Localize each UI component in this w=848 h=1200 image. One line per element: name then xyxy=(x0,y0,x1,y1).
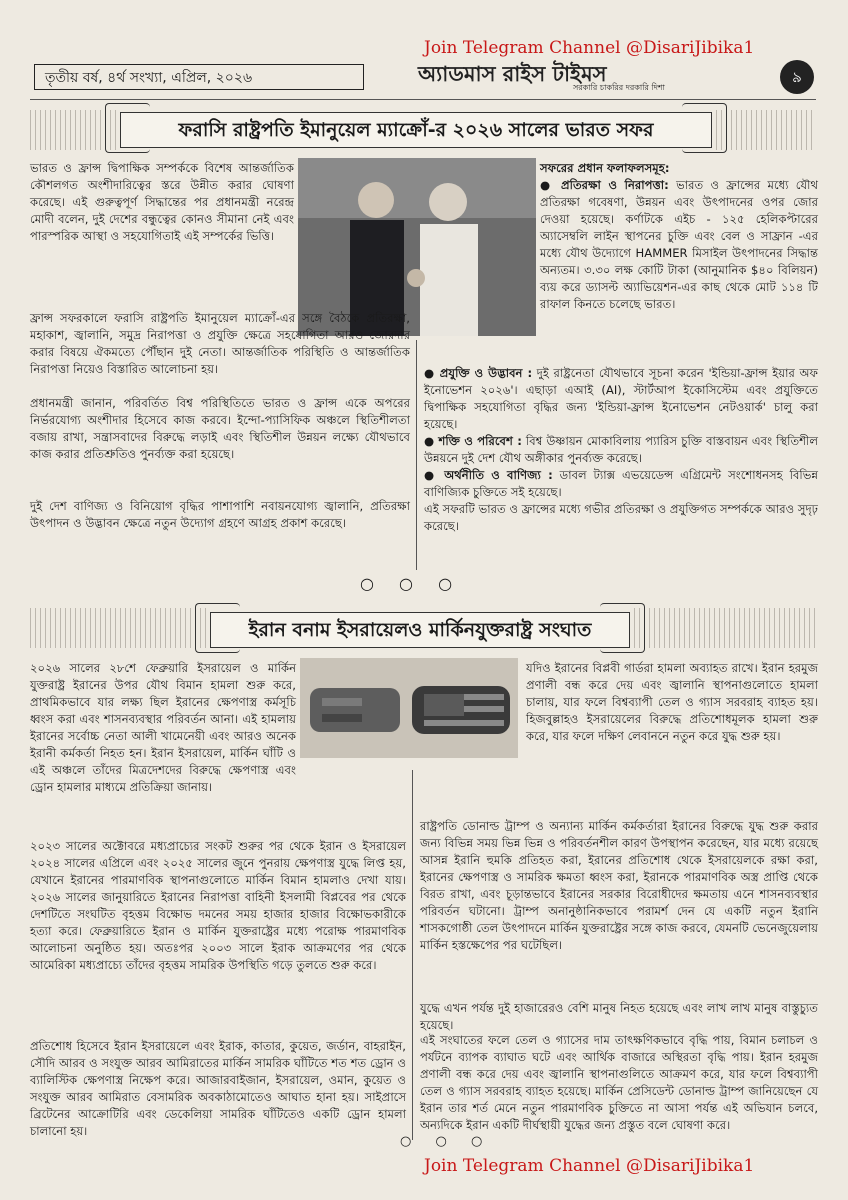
iran-left-p1: ২০২৬ সালের ২৮শে ফেব্রুয়ারি ইসরায়েল ও মার্কিন যুক্তরাষ্ট্র ইরানের উপর যৌথ বিমান হামলা শুরু করে, প্রাথমিকভাবে যার লক্ষ্য ছিল ইরানের ক্ষেপণাস্ত্র কর্মসূচি ধ্বংস করা এবং শাসনব্যবস্থার পরিবর্তন আনা। এই হামলায় ইরানের সর্বোচ্চ নেতা আলী খামেনেয়ী এবং আরও অনেক ইরানী কর্মকর্তা নিহত হন। ইরান ইসরায়েল, মার্কিন ঘাঁটি ও এই অঞ্চলে তাঁদের মিত্রদেশদের বিরুদ্ধে ক্ষেপণাস্ত্র এবং ড্রোন হামলার মাধ্যমে প্রতিক্রিয়া জানায়। xyxy=(30,661,296,794)
iran-right-p3: যুদ্ধে এখন পর্যন্ত দুই হাজারেরও বেশি মানুষ নিহত হয়েছে এবং লাখ লাখ মানুষ বাস্তুচ্যুত হয়েছে। xyxy=(420,1001,818,1032)
result-text-tech: দুই রাষ্ট্রনেতা যৌথভাবে সূচনা করেন 'ইন্ডিয়া-ফ্রান্স ইয়ার অফ ইনোভেশন ২০২৬'। এছাড়া এআই (AI), স্টার্টআপ ইকোসিস্টেম এবং প্রযুক্তিতে দ্বিপাক্ষিক সহযোগিতা বৃদ্ধির জন্য 'ইন্ডিয়া-ফ্রান্স ইনোভেশন নেটওয়ার্ক' চালু করা হয়েছে। xyxy=(424,366,818,431)
iran-right-p2: রাষ্ট্রপতি ডোনাল্ড ট্রাম্প ও অন্যান্য মার্কিন কর্মকর্তারা ইরানের বিরুদ্ধে যুদ্ধ শুরু করার জন্য বিভিন্ন সময় ভিন্ন ভিন্ন ও পরিবর্তনশীল কারণ উপস্থাপন করেছেন, যার মধ্যে রয়েছে আসন্ন ইরানি হুমকি প্রতিহত করা, ইরানের প্রতিশোধ থেকে ইসরায়েলকে রক্ষা করা, ইরানের ক্ষেপণাস্ত্র ও সামরিক ক্ষমতা ধ্বংস করা, ইরানকে পারমাণবিক অস্ত্র প্রাপ্তি থেকে বিরত রাখা, এবং চূড়ান্তভাবে ইরানের সরকার বিরোধীদের ক্ষমতায় এনে শাসনব্যবস্থার পরিবর্তন ঘটানো। ট্রাম্প অনানুষ্ঠানিকভাবে পরামর্শ দেন যে একটি নতুন ইরানি শাসকগোষ্ঠী তেল উৎপাদনে মার্কিন যুক্তরাষ্ট্রের সঙ্গে কাজ করবে, যেমনটি ভেনেজুয়েলায় মার্কিন হস্তক্ষেপের পর ঘটেছিল। xyxy=(420,819,818,952)
title-hatch-right xyxy=(716,110,816,150)
result-text-energy: বিশ্ব উষ্ণায়ন মোকাবিলায় প্যারিস চুক্তি বাস্তবায়ন এবং স্থিতিশীল উন্নয়নে দুই দেশ যৌথ অঙ্গীকার পুনর্ব্যক্ত করেছে। xyxy=(424,434,818,465)
macron-right-block-2 xyxy=(424,365,818,535)
title-hatch-left xyxy=(30,110,116,150)
result-text-economy: ডাবল ট্যাক্স এভয়েডেন্স এগ্রিমেন্ট সংশোধনসহ বিভিন্ন বাণিজ্যিক চুক্তিতে সই হয়েছে। xyxy=(424,468,818,499)
macron-left-p1: ভারত ও ফ্রান্স দ্বিপাক্ষিক সম্পর্ককে বিশেষ আন্তর্জাতিক কৌশলগত অংশীদারিত্বের স্তরে উন্নীত করার ঘোষণা করেছে। এই গুরুত্বপূর্ণ সিদ্ধান্তের পর প্রধানমন্ত্রী নরেন্দ্র মোদী বলেন, দুই দেশের বন্ধুত্বের কোনও সীমানা নেই এবং পারস্পরিক আস্থা ও সহযোগিতাই এই সম্পর্কের ভিত্তি। xyxy=(30,161,294,243)
result-label-energy: শক্তি ও পরিবেশ : xyxy=(438,434,522,448)
result-text-defence: ভারত ও ফ্রান্সের মধ্যে যৌথ প্রতিরক্ষা গবেষণা, উন্নয়ন এবং উৎপাদনের ওপর জোর দেওয়া হয়েছে। কর্ণাটকে এইচ - ১২৫ হেলিকপ্টারের অ্যাসেম্বলি লাইন স্থাপনের চুক্তি এবং বেল ও সাফ্রান -এর মধ্যে যৌথ উদ্যোগে HAMMER মিসাইল উৎপাদনের সিদ্ধান্ত অন্যতম। ৩.৩০ লক্ষ কোটি টাকা (আনুমানিক $৪০ বিলিয়ন) ব্যয় করে ড্যাসল্ট অ্যাভিয়েশন-এর কাছ থেকে মোট ১১৪ টি রাফাল কিনতে চলেছে ভারত। xyxy=(540,178,818,311)
title2-hatch-right xyxy=(634,608,816,648)
macron-left-p4: দুই দেশ বাণিজ্য ও বিনিয়োগ বৃদ্ধির পাশাপাশি নবায়নযোগ্য জ্বালানি, প্রতিরক্ষা উৎপাদন ও উদ্ভাবন ক্ষেত্রে নতুন উদ্যোগ গ্রহণে আগ্রহ প্রকাশ করেছে। xyxy=(30,499,410,530)
article-title-iran: ইরান বনাম ইসরায়েলও মার্কিনযুক্তরাষ্ট্র সংঘাত xyxy=(210,612,630,648)
section-separator-1: ○ ○ ○ xyxy=(360,574,463,593)
iran-right-p4: এই সংঘাতের ফলে তেল ও গ্যাসের দাম তাৎক্ষণিকভাবে বৃদ্ধি পায়, বিমান চলাচল ও পর্যটনে ব্যাপক ব্যাঘাত ঘটে এবং আর্থিক বাজারে অস্থিরতা বৃদ্ধি পায়। ইরান হরমুজ প্রণালী বন্ধ করে দেয় এবং জ্বালানি স্থাপনাগুলিতে আক্রমণ করে, যার ফলে বিশ্বব্যাপী তেল ও গ্যাস সরবরাহ ব্যাহত হয়েছে। মার্কিন প্রেসিডেন্ট ডোনাল্ড ট্রাম্প জানিয়েছেন যে ইরান তার শর্ত মেনে নতুন পারমাণবিক চুক্তিতে না আসা পর্যন্ত এই অভিযান চলবে, অন্যদিকে ইরান একটি দীর্ঘস্থায়ী যুদ্ধের জন্য প্রস্তুত বলে ঘোষণা করে। xyxy=(420,1033,818,1132)
issue-info: তৃতীয় বর্ষ, ৪র্থ সংখ্যা, এপ্রিল, ২০২৬ xyxy=(34,64,364,90)
iran-left-p2: ২০২৩ সালের অক্টোবরে মধ্যপ্রাচ্যের সংকট শুরুর পর থেকে ইরান ও ইসরায়েল ২০২৪ সালের এপ্রিলে এবং ২০২৫ সালের জুনে পুনরায় ক্ষেপণাস্ত্র যুদ্ধে লিপ্ত হয়, যেখানে ইরানের পারমাণবিক স্থাপনাগুলোতে মার্কিন বিমান হামলাও দেখা যায়। ২০২৬ সালের জানুয়ারিতে ইরানের নিরাপত্তা বাহিনী ইসলামী বিপ্লবের পর থেকে দেশটিতে সংঘটিত বৃহত্তম বিক্ষোভ দমনের সময় হাজার হাজার বিক্ষোভকারীকে হত্যা করে। ফেব্রুয়ারিতে ইরান ও মার্কিন যুক্তরাষ্ট্রের মধ্যে পরোক্ষ পারমাণবিক আলোচনা অনুষ্ঠিত হয়। অতঃপর ২০০৩ সালে ইরাক আক্রমণের পর থেকে আমেরিকা মধ্যপ্রাচ্যে তাঁদের বৃহত্তম সামরিক উপস্থিতি গড়ে তুলতে শুরু করে। xyxy=(30,839,406,972)
result-label-tech: প্রযুক্তি ও উদ্ভাবন : xyxy=(439,366,533,380)
column-divider-2 xyxy=(412,770,413,1140)
results-closing: এই সফরটি ভারত ও ফ্রান্সের মধ্যে গভীর প্রতিরক্ষা ও প্রযুক্তিগত সম্পর্ককে আরও সুদৃঢ় করেছে। xyxy=(424,502,818,533)
masthead-tagline: সরকারি চাকরির দরকারি দিশা xyxy=(573,83,665,92)
telegram-watermark-top[interactable]: Join Telegram Channel @DisariJibika1 xyxy=(424,38,755,58)
macron-right-block xyxy=(540,160,818,313)
macron-left-p2: ফ্রান্স সফরকালে ফরাসি রাষ্ট্রপতি ইমানুয়েল ম্যাক্রোঁ-এর সঙ্গে বৈঠকে প্রতিরক্ষা, মহাকাশ, জ্বালানি, সমুদ্র নিরাপত্তা ও প্রযুক্তি ক্ষেত্রে সহযোগিতা আরও জোরদার করার বিষয়ে ঐকমত্যে পৌঁছান দুই নেতা। আন্তর্জাতিক পরিস্থিতি ও আন্তর্জাতিক নিরাপত্তা নিয়েও বিস্তারিত আলোচনা হয়। xyxy=(30,311,410,376)
result-item-economy: ● অর্থনীতি ও বাণিজ্য : ডাবল ট্যাক্স এভয়েডেন্স এগ্রিমেন্ট সংশোধনসহ বিভিন্ন বাণিজ্যিক চুক্তিতে সই হয়েছে। xyxy=(424,468,818,499)
iran-usa-fists-photo xyxy=(300,658,518,758)
masthead-logo: অ্যাডমাস রাইস টাইমস xyxy=(418,62,607,86)
page-header xyxy=(28,58,818,94)
macron-left-p3: প্রধানমন্ত্রী জানান, পরিবর্তিত বিশ্ব পরিস্থিতিতে ভারত ও ফ্রান্স একে অপরের নির্ভরযোগ্য অংশীদার হিসেবে কাজ করবে। ইন্দো-প্যাসিফিক অঞ্চলে স্থিতিশীলতা বজায় রাখা, সন্ত্রাসবাদের বিরুদ্ধে লড়াই এবং স্থিতিশীল উন্নয়ন লক্ষ্যে যৌথভাবে কাজ করার প্রতিশ্রুতিও পুনর্ব্যক্ত করা হয়েছে। xyxy=(30,396,410,461)
section-separator-2: ○ ○ ○ xyxy=(400,1134,493,1149)
results-heading: সফরের প্রধান ফলাফলসমূহ: xyxy=(540,161,670,175)
iran-right-p1: যদিও ইরানের বিপ্লবী গার্ডরা হামলা অব্যাহত রাখে। ইরান হরমুজ প্রণালী বন্ধ করে দেয় এবং জ্বালানি স্থাপনাগুলোতে হামলা চালায়, যার ফলে বিশ্বব্যাপী তেল ও গ্যাস সরবরাহ ব্যাহত হয়। হিজবুল্লাহও ইসরায়েলের বিরুদ্ধে প্রতিশোধমূলক হামলা শুরু করে, যার ফলে দক্ষিণ লেবাননে নতুন করে যুদ্ধ শুরু হয়। xyxy=(526,661,818,743)
column-divider-1 xyxy=(416,340,417,570)
header-divider xyxy=(30,99,816,100)
telegram-watermark-bottom[interactable]: Join Telegram Channel @DisariJibika1 xyxy=(424,1156,755,1176)
result-label-economy: অর্থনীতি ও বাণিজ্য : xyxy=(444,468,553,482)
iran-left-p3: প্রতিশোধ হিসেবে ইরান ইসরায়েলে এবং ইরাক, কাতার, কুয়েত, জর্ডান, বাহরাইন, সৌদি আরব ও সংযুক্ত আরব আমিরাতের মার্কিন সামরিক ঘাঁটিতে শত শত ড্রোন ও ব্যালিস্টিক ক্ষেপণাস্ত্র নিক্ষেপ করে। আজারবাইজান, ইসরায়েল, ওমান, কুয়েত ও সংযুক্ত আরব আমিরাত বেসামরিক অবকাঠামোতেও আঘাত হানা হয়। সাইপ্রাসে ব্রিটেনের আক্রোটিরি এবং ডেকেলিয়া সামরিক ঘাঁটিতেও একটি ড্রোন হামলা চালানো হয়। xyxy=(30,1039,406,1138)
result-label-defence: প্রতিরক্ষা ও নিরাপত্তা: xyxy=(561,178,669,192)
page-number: ৯ xyxy=(780,60,814,94)
title2-hatch-left xyxy=(30,608,206,648)
result-item-defence: ● প্রতিরক্ষা ও নিরাপত্তা: ভারত ও ফ্রান্সের মধ্যে যৌথ প্রতিরক্ষা গবেষণা, উন্নয়ন এবং উৎপাদনের ওপর জোর দেওয়া হয়েছে। কর্ণাটকে এইচ - ১২৫ হেলিকপ্টারের অ্যাসেম্বলি লাইন স্থাপনের চুক্তি এবং বেল ও সাফ্রান -এর মধ্যে যৌথ উদ্যোগে HAMMER মিসাইল উৎপাদনের সিদ্ধান্ত অন্যতম। ৩.৩০ লক্ষ কোটি টাকা (আনুমানিক $৪০ বিলিয়ন) ব্যয় করে ড্যাসল্ট অ্যাভিয়েশন-এর কাছ থেকে মোট ১১৪ টি রাফাল কিনতে চলেছে ভারত। xyxy=(540,178,818,311)
result-item-tech: ● প্রযুক্তি ও উদ্ভাবন : দুই রাষ্ট্রনেতা যৌথভাবে সূচনা করেন 'ইন্ডিয়া-ফ্রান্স ইয়ার অফ ইনোভেশন ২০২৬'। এছাড়া এআই (AI), স্টার্টআপ ইকোসিস্টেম এবং প্রযুক্তিতে দ্বিপাক্ষিক সহযোগিতা বৃদ্ধির জন্য 'ইন্ডিয়া-ফ্রান্স ইনোভেশন নেটওয়ার্ক' চালু করা হয়েছে। xyxy=(424,366,818,431)
result-item-energy: ● শক্তি ও পরিবেশ : বিশ্ব উষ্ণায়ন মোকাবিলায় প্যারিস চুক্তি বাস্তবায়ন এবং স্থিতিশীল উন্নয়নে দুই দেশ যৌথ অঙ্গীকার পুনর্ব্যক্ত করেছে। xyxy=(424,434,818,465)
fists-illustration xyxy=(300,658,518,758)
article-title-macron: ফরাসি রাষ্ট্রপতি ইমানুয়েল ম্যাক্রোঁ-র ২০২৬ সালের ভারত সফর xyxy=(120,112,712,148)
